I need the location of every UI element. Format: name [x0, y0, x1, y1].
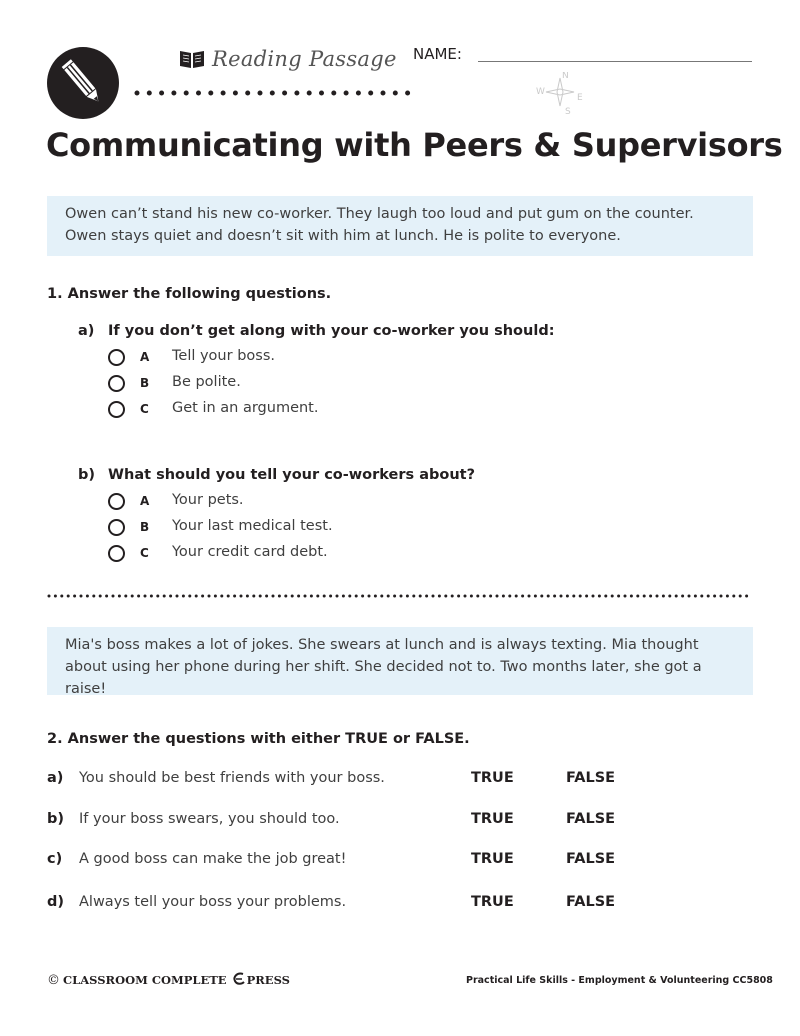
option-letter: B	[140, 376, 150, 390]
compass-north: N	[562, 72, 569, 81]
radio-button[interactable]	[108, 519, 125, 536]
true-option[interactable]: TRUE	[471, 770, 514, 786]
copyright-symbol: ©	[47, 973, 60, 988]
true-option[interactable]: TRUE	[471, 851, 514, 867]
true-option[interactable]: TRUE	[471, 894, 514, 910]
question-letter: a)	[78, 323, 95, 339]
question-letter: b)	[78, 467, 96, 483]
dotted-divider-middle	[47, 593, 753, 599]
statement-text: You should be best friends with your boss.	[79, 770, 385, 786]
section-label: Reading Passage	[212, 47, 397, 71]
option-letter: A	[140, 494, 150, 508]
true-false-row-d	[47, 894, 753, 916]
true-option[interactable]: TRUE	[471, 811, 514, 827]
false-option[interactable]: FALSE	[566, 811, 616, 827]
question-1-heading: 1. Answer the following questions.	[47, 286, 332, 302]
true-false-row-c	[47, 851, 753, 873]
option-letter: A	[140, 350, 150, 364]
statement-text: Always tell your boss your problems.	[79, 894, 347, 910]
publisher-logo	[47, 971, 290, 988]
radio-button[interactable]	[108, 349, 125, 366]
row-letter: a)	[47, 770, 64, 786]
publisher-name: CLASSROOM COMPLETE	[63, 973, 227, 987]
row-letter: d)	[47, 894, 65, 910]
true-false-row-a	[47, 770, 753, 792]
radio-button[interactable]	[108, 375, 125, 392]
footer-product-line: Practical Life Skills - Employment & Volunteering CC5808	[466, 975, 773, 986]
row-letter: b)	[47, 811, 65, 827]
compass-east: E	[577, 93, 583, 103]
question-text: If you don’t get along with your co-worker you should:	[108, 323, 555, 339]
publisher-suffix: PRESS	[246, 973, 290, 987]
compass-south: S	[565, 107, 571, 116]
question-text: What should you tell your co-workers about?	[108, 467, 475, 483]
passage-line: Owen stays quiet and doesn’t sit with him at lunch. He is polite to everyone.	[65, 228, 621, 244]
false-option[interactable]: FALSE	[566, 770, 616, 786]
reading-passage-2	[47, 627, 753, 695]
pencil-icon	[47, 47, 119, 119]
row-letter: c)	[47, 851, 63, 867]
radio-button[interactable]	[108, 545, 125, 562]
false-option[interactable]: FALSE	[566, 894, 616, 910]
statement-text: If your boss swears, you should too.	[79, 811, 340, 827]
passage-line: Owen can’t stand his new co-worker. They laugh too loud and put gum on the counter.	[65, 206, 694, 222]
option-text: Your credit card debt.	[172, 544, 328, 560]
page-title: Communicating with Peers & Supervisors	[46, 126, 783, 164]
false-option[interactable]: FALSE	[566, 851, 616, 867]
question-2-heading: 2. Answer the questions with either TRUE or FALSE.	[47, 731, 470, 747]
compass-rose-icon	[522, 72, 592, 116]
name-label: NAME:	[413, 45, 462, 63]
radio-button[interactable]	[108, 401, 125, 418]
book-icon	[178, 48, 206, 70]
dotted-divider-top	[133, 89, 411, 97]
option-text: Tell your boss.	[172, 348, 275, 364]
reading-passage-1	[47, 196, 753, 256]
option-text: Get in an argument.	[172, 400, 319, 416]
passage-line: Mia's boss makes a lot of jokes. She swears at lunch and is always texting. Mia thought	[65, 637, 699, 653]
question-1a	[78, 323, 555, 339]
radio-button[interactable]	[108, 493, 125, 510]
option-letter: C	[140, 402, 149, 416]
question-1b	[78, 467, 475, 483]
publisher-emblem-icon	[231, 971, 247, 987]
option-letter: C	[140, 546, 149, 560]
compass-west: W	[536, 87, 545, 97]
pencil-badge	[47, 47, 119, 119]
true-false-row-b	[47, 811, 753, 833]
option-letter: B	[140, 520, 150, 534]
passage-line: about using her phone during her shift. She decided not to. Two months later, she got a	[65, 659, 702, 675]
option-text: Your pets.	[172, 492, 244, 508]
statement-text: A good boss can make the job great!	[79, 851, 347, 867]
passage-line: raise!	[65, 681, 107, 697]
name-input-line[interactable]	[478, 61, 752, 62]
option-text: Be polite.	[172, 374, 241, 390]
option-text: Your last medical test.	[172, 518, 333, 534]
